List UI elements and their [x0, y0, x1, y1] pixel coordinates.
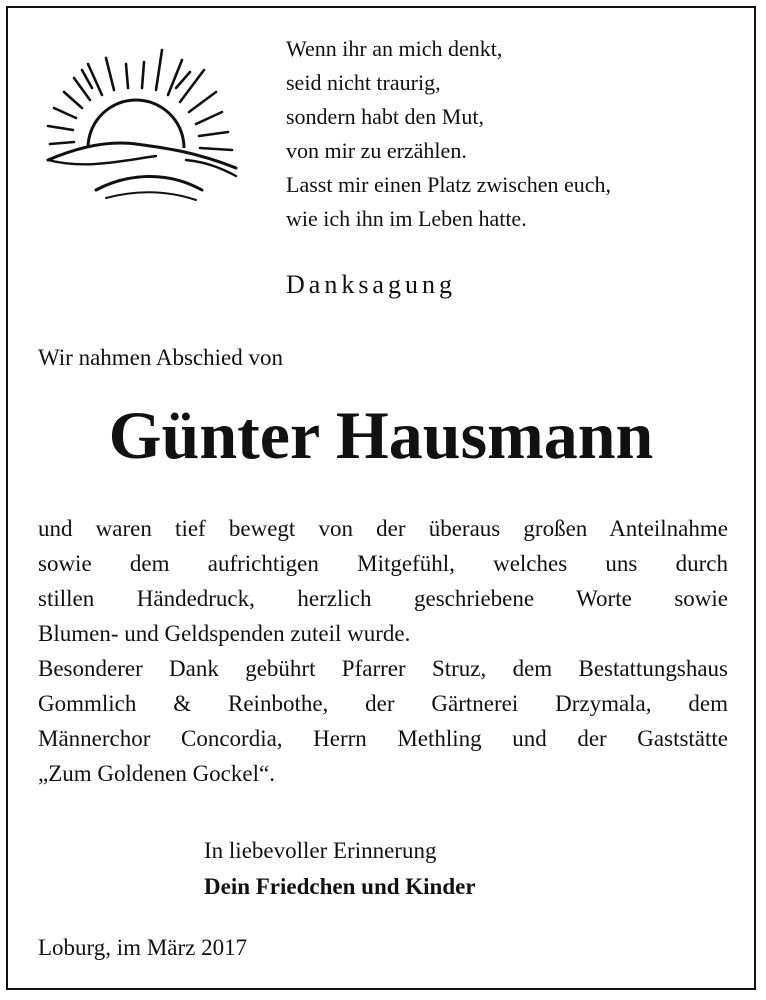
poem [286, 32, 611, 236]
thanks-line: Gommlich & Reinbothe, der Gärtnerei Drzymala, dem [38, 691, 728, 716]
thanks-line: Besonderer Dank gebührt Pfarrer Struz, dem Bestattungshaus [38, 656, 728, 681]
signature: Dein Friedchen und Kinder [204, 874, 476, 899]
heading: Danksagung [286, 270, 456, 299]
poem-line: von mir zu erzählen. [286, 138, 467, 163]
closing-memory: In liebevoller Erinnerung [204, 838, 437, 863]
obituary-notice [6, 6, 756, 990]
poem-line: Lasst mir einen Platz zwischen euch, [286, 172, 612, 197]
thanks-text [38, 511, 728, 791]
deceased-name: Günter Hausmann [108, 397, 654, 473]
thanks-line: und waren tief bewegt von der überaus großen Anteilnahme [38, 516, 728, 541]
thanks-line: Blumen- und Geldspenden zuteil wurde. [38, 621, 411, 646]
thanks-line: „Zum Goldenen Gockel“. [38, 761, 275, 786]
closing [204, 833, 476, 905]
intro-text: Wir nahmen Abschied von [38, 345, 283, 370]
thanks-line: stillen Händedruck, herzlich geschriebene Worte sowie [38, 586, 728, 611]
place-date: Loburg, im März 2017 [38, 935, 248, 960]
poem-line: wie ich ihn im Leben hatte. [286, 206, 527, 231]
poem-line: sondern habt den Mut, [286, 104, 484, 129]
thanks-line: Männerchor Concordia, Herrn Methling und der Gaststätte [38, 726, 728, 751]
thanks-line: sowie dem aufrichtigen Mitgefühl, welches uns durch [38, 551, 728, 576]
sunset-over-hills-icon [36, 40, 246, 215]
poem-line: Wenn ihr an mich denkt, [286, 36, 503, 61]
poem-line: seid nicht traurig, [286, 70, 441, 95]
